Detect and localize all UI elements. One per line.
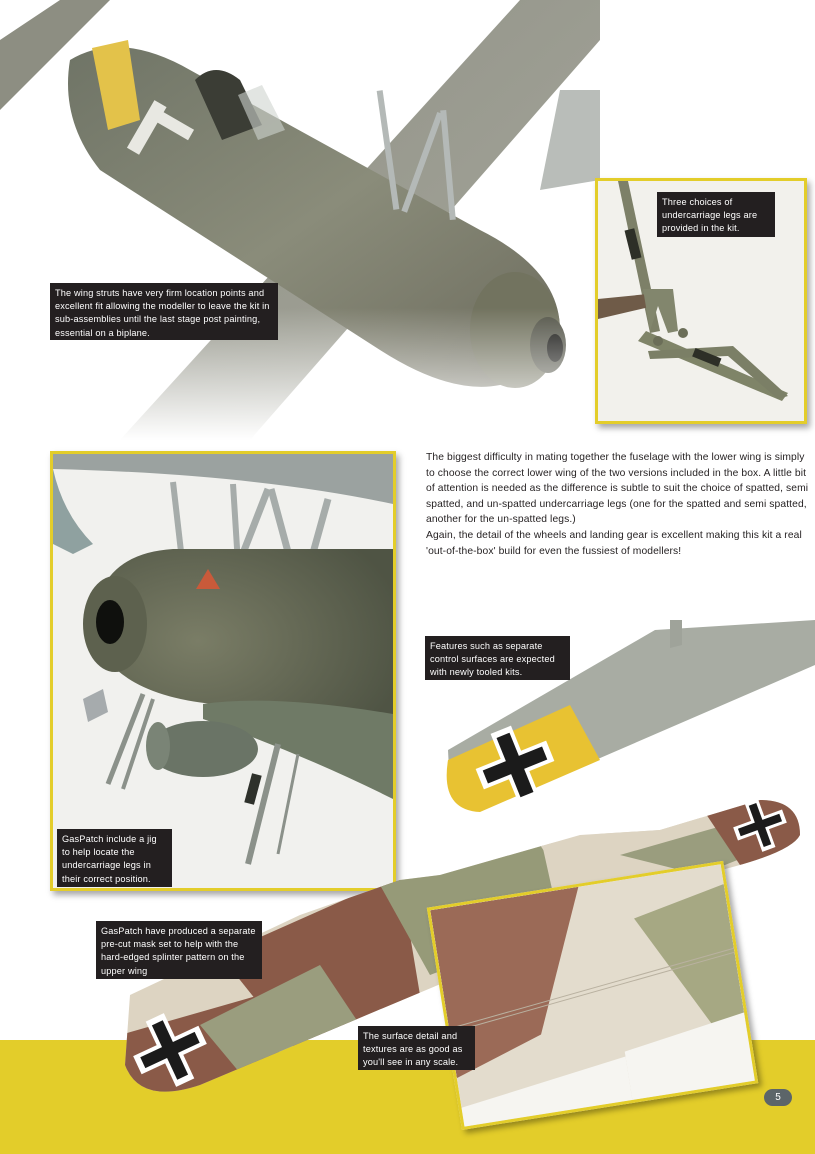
body-paragraph: Again, the detail of the wheels and landing gear is excellent making this kit a real 'out-of-the-box' build for even the fussiest of modellers! [426, 529, 802, 557]
page-number-badge: 5 [764, 1089, 792, 1106]
photo-fuselage-top [0, 0, 600, 440]
photo-wing-surface-detail [427, 861, 759, 1130]
caption-wing-struts: The wing struts have very firm location points and excellent fit allowing the modeller to leave the kit in sub-assemblies until the last stage post painting, essential on a biplane. [50, 283, 278, 340]
caption-mask-set: GasPatch have produced a separate pre-cut mask set to help with the hard-edged splinter pattern on the upper wing [96, 921, 262, 979]
caption-undercarriage-choices: Three choices of undercarriage legs are provided in the kit. [657, 192, 775, 237]
caption-jig: GasPatch include a jig to help locate the undercarriage legs in their correct position. [57, 829, 172, 887]
caption-control-surfaces: Features such as separate control surfaces are expected with newly tooled kits. [425, 636, 570, 680]
caption-surface-detail: The surface detail and textures are as good as you'll see in any scale. [358, 1026, 475, 1070]
article-body [426, 450, 811, 559]
body-paragraph: The biggest difficulty in mating together the fuselage with the lower wing is simply to choose the correct lower wing of the two versions included in the box. A little bit of attention is needed as the difference is subtle to suit the choice of spatted, semi spatted, and un-spatted undercarriage legs (one for the spatted and semi spatted, another for the un-spatted legs.) [426, 452, 809, 526]
